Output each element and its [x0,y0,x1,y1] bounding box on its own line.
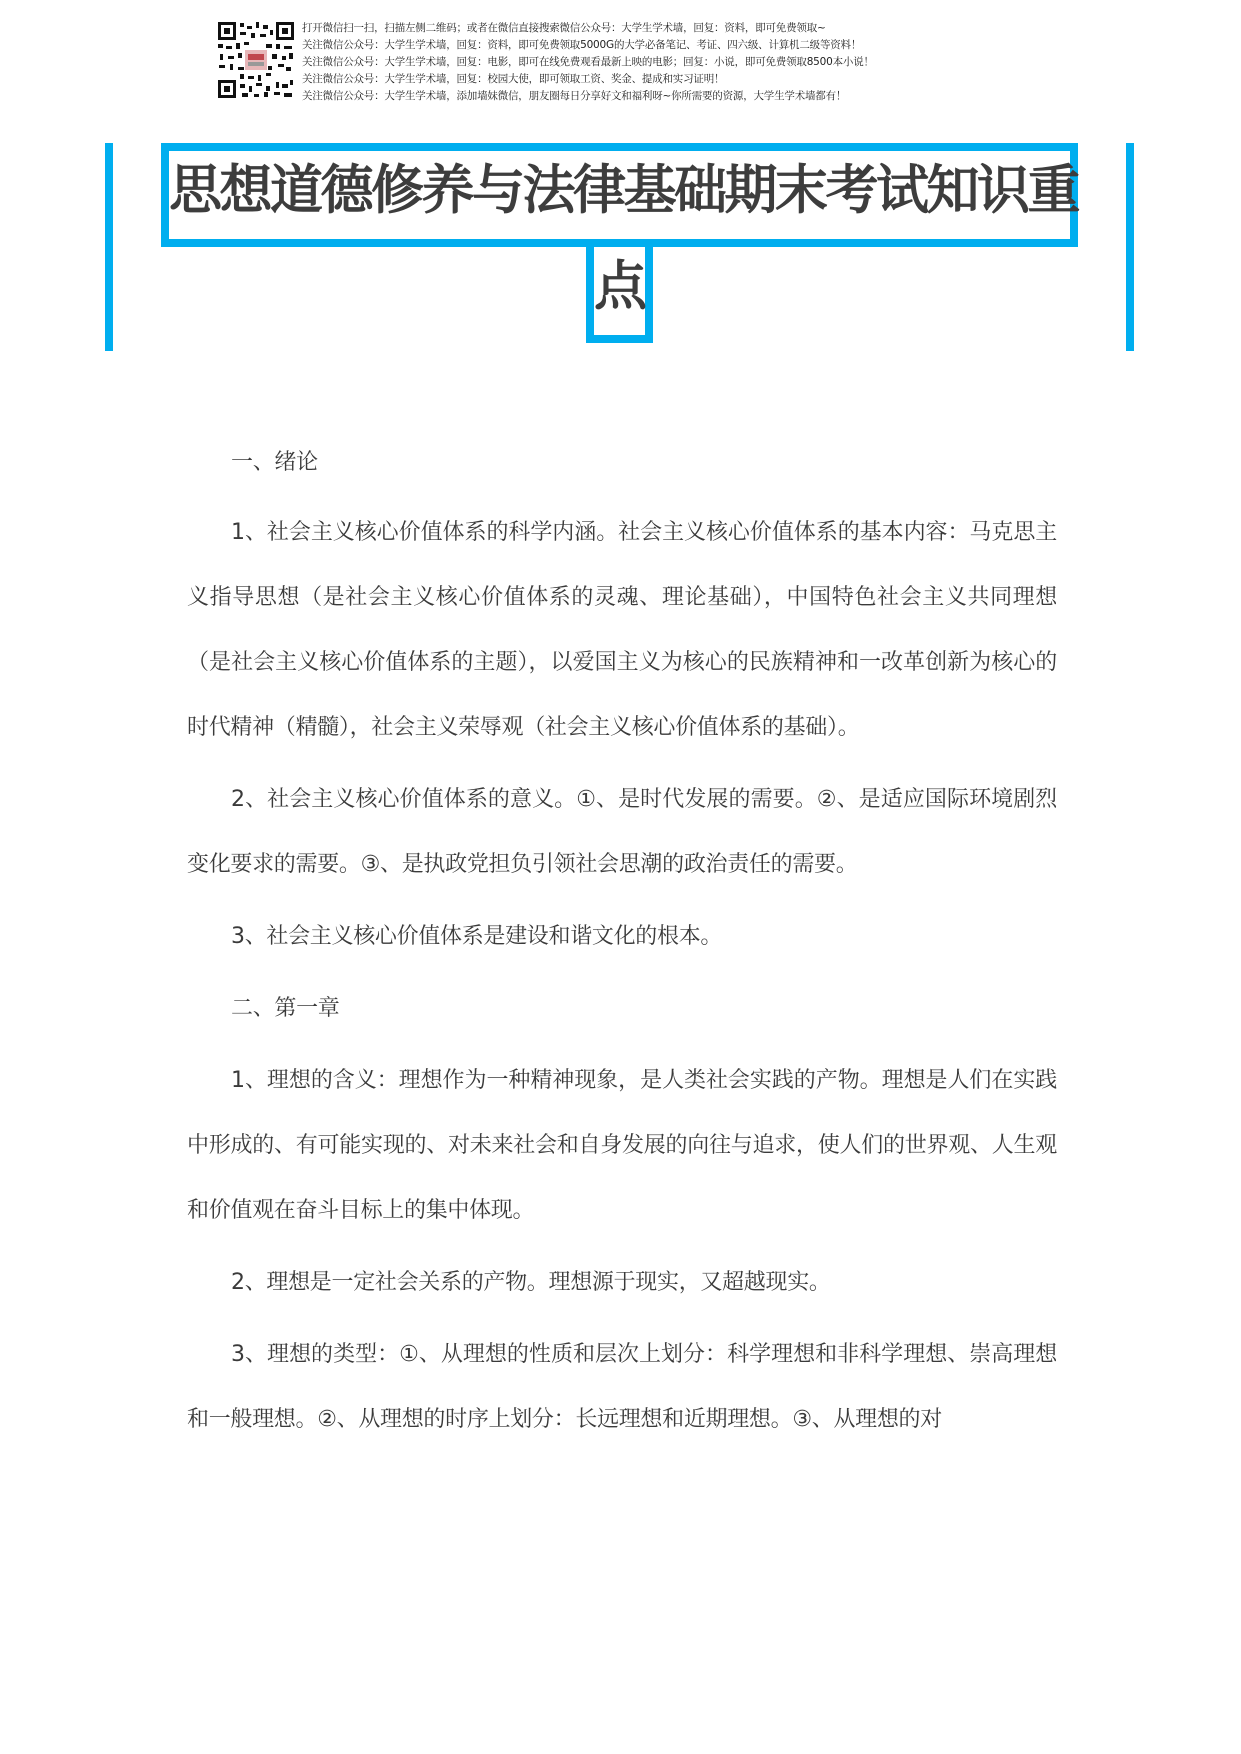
title-box [161,143,1078,247]
section-heading: 一、绪论 [231,450,318,475]
paragraph: 1、理想的含义：理想作为一种精神现象，是人类社会实践的产物。理想是人们在实践中形成的、有可能实现的、对未来社会和自身发展的向往与追求，使人们的世界观、人生观和价值观在奋斗目标上的集中体现。 [187,1068,1057,1223]
document-body [187,430,1057,1459]
qr-code-icon [216,20,296,100]
paragraph: 3、理想的类型：①、从理想的性质和层次上划分：科学理想和非科学理想、崇高理想和一般理想。②、从理想的时序上划分：长远理想和近期理想。③、从理想的对 [187,1342,1057,1432]
title-box-continued [586,247,653,343]
title-left-bar [105,143,113,351]
promo-line: 关注微信公众号：大学生学术墙，添加墙妹微信，朋友圈每日分享好文和福利呀~你所需要的资源，大学生学术墙都有！ [302,90,847,102]
promo-line: 关注微信公众号：大学生学术墙，回复：电影，即可在线免费观看最新上映的电影；回复：小说，即可免费领取8500本小说！ [302,56,874,68]
paragraph: 2、社会主义核心价值体系的意义。①、是时代发展的需要。②、是适应国际环境剧烈变化要求的需要。③、是执政党担负引领社会思潮的政治责任的需要。 [187,787,1057,877]
page-title-continued: 点 [594,256,647,317]
paragraph: 2、理想是一定社会关系的产物。理想源于现实，又超越现实。 [231,1270,831,1295]
promo-text [302,20,874,103]
paragraph: 3、社会主义核心价值体系是建设和谐文化的根本。 [231,924,723,949]
page-title: 思想道德修养与法律基础期末考试知识重 [169,160,1078,221]
promo-line: 打开微信扫一扫，扫描左侧二维码；或者在微信直接搜索微信公众号：大学生学术墙，回复：资料，即可免费领取~ [302,22,826,34]
promo-line: 关注微信公众号：大学生学术墙，回复：资料，即可免费领取5000G的大学必备笔记、考证、四六级、计算机二级等资料！ [302,39,862,51]
title-right-bar [1126,143,1134,351]
promo-header [216,20,874,102]
section-heading: 二、第一章 [231,996,340,1021]
paragraph: 1、社会主义核心价值体系的科学内涵。社会主义核心价值体系的基本内容：马克思主义指导思想（是社会主义核心价值体系的灵魂、理论基础），中国特色社会主义共同理想（是社会主义核心价值体系的主题），以爱国主义为核心的民族精神和一改革创新为核心的时代精神（精髓），社会主义荣辱观（社会主义核心价值体系的基础）。 [187,520,1057,740]
promo-line: 关注微信公众号：大学生学术墙，回复：校园大使，即可领取工资、奖金、提成和实习证明！ [302,73,725,85]
